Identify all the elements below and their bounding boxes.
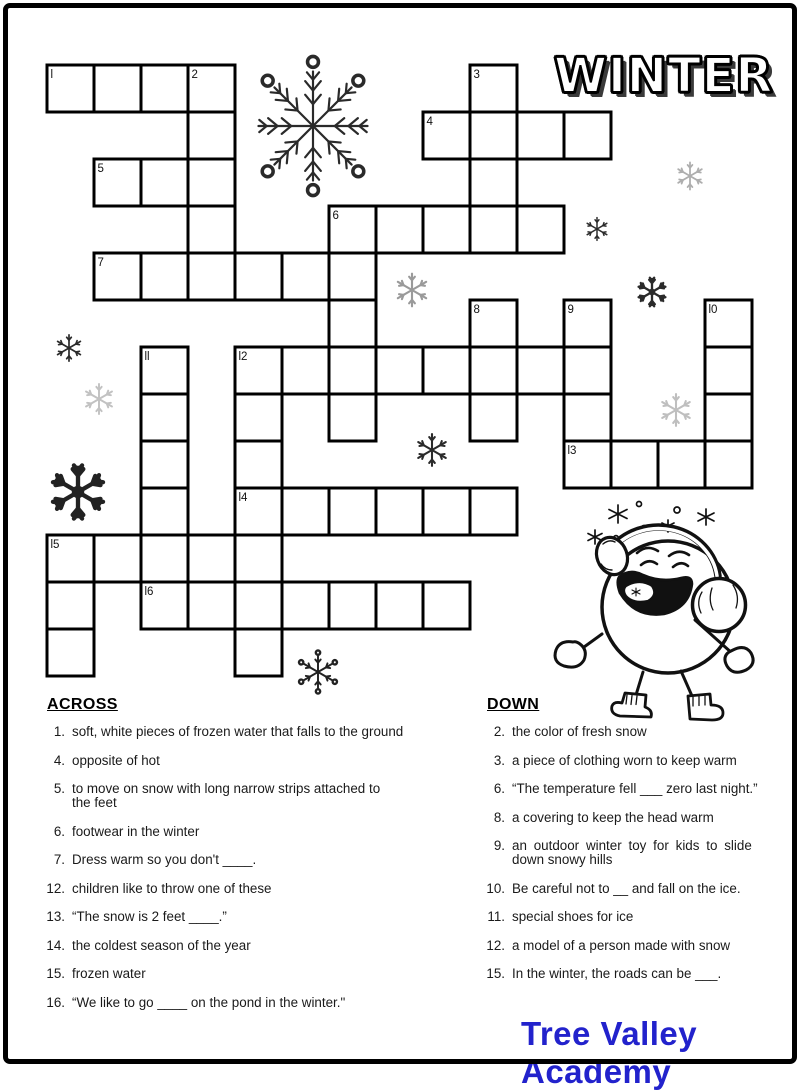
grid-cell[interactable] [470, 159, 517, 206]
clue-item [481, 967, 781, 981]
clue-text: a piece of clothing worn to keep warm [512, 752, 737, 768]
snowflake-icon [396, 274, 427, 307]
clue-item [41, 725, 461, 739]
clue-item [41, 853, 461, 867]
clue-item [481, 939, 781, 953]
clue-number: 15. [46, 966, 65, 981]
grid-cell[interactable] [235, 629, 282, 676]
across-header: ACROSS [47, 696, 118, 713]
clue-text: footwear in the winter [72, 823, 200, 839]
clue-item [41, 996, 461, 1010]
grid-cell[interactable] [423, 347, 470, 394]
clue-item [41, 782, 461, 810]
grid-cell[interactable] [376, 582, 423, 629]
grid-cell[interactable] [282, 347, 329, 394]
snowflake-icon [586, 218, 608, 241]
grid-cell[interactable] [423, 488, 470, 535]
grid-cell[interactable] [329, 300, 376, 347]
down-clue-list [481, 725, 781, 981]
clue-item [481, 725, 781, 739]
grid-cell[interactable] [329, 394, 376, 441]
clue-text: the color of fresh snow [512, 724, 647, 739]
grid-cell[interactable] [658, 441, 705, 488]
grid-cell[interactable] [376, 488, 423, 535]
grid-cell[interactable] [188, 159, 235, 206]
clue-number: 6. [53, 823, 65, 839]
grid-cell[interactable] [141, 253, 188, 300]
grid-number: 4 [426, 116, 433, 128]
grid-number: 9 [567, 304, 574, 316]
clue-text: Be careful not to __ and fall on the ice. [512, 880, 741, 896]
snowman-illustration [555, 502, 753, 721]
snowflake-icon [638, 278, 665, 306]
grid-cell[interactable] [517, 347, 564, 394]
clue-text: In the winter, the roads can be ___. [512, 966, 722, 981]
clue-number: 13. [46, 909, 65, 924]
grid-cell[interactable] [376, 206, 423, 253]
grid-number: l5 [50, 539, 60, 551]
grid-number: 8 [473, 304, 480, 316]
clue-item [41, 882, 461, 896]
grid-number: 5 [97, 163, 104, 175]
down-header: DOWN [487, 696, 540, 713]
grid-cell[interactable] [705, 441, 752, 488]
clue-number: 7. [53, 852, 65, 867]
grid-cell[interactable] [282, 253, 329, 300]
grid-cell[interactable] [282, 488, 329, 535]
grid-cell[interactable] [470, 347, 517, 394]
grid-cell[interactable] [235, 582, 282, 629]
grid-cell[interactable] [470, 206, 517, 253]
grid-cell[interactable] [188, 535, 235, 582]
grid-cell[interactable] [329, 347, 376, 394]
clue-item [481, 910, 781, 924]
clue-item [481, 811, 781, 825]
grid-cell[interactable] [470, 394, 517, 441]
clue-item [481, 754, 781, 768]
grid-cell[interactable] [141, 535, 188, 582]
snowflake-icon [85, 384, 114, 414]
grid-number: 7 [97, 257, 104, 269]
grid-cell[interactable] [423, 206, 470, 253]
snowflake-icon [56, 335, 81, 361]
clue-text: to move on snow with long narrow strips attached to the feet [72, 781, 381, 810]
grid-cell[interactable] [564, 394, 611, 441]
clue-item [481, 882, 781, 896]
clue-number: 12. [486, 937, 505, 953]
clue-text: Dress warm so you don't ____. [72, 852, 257, 867]
snowflake-icon [52, 465, 103, 518]
grid-cell[interactable] [517, 112, 564, 159]
snowflake-icon [661, 394, 691, 426]
grid-cell[interactable] [141, 159, 188, 206]
grid-cell[interactable] [423, 582, 470, 629]
clue-number: 3. [493, 752, 505, 768]
grid-cell[interactable] [705, 394, 752, 441]
grid-cell[interactable] [564, 347, 611, 394]
clue-number: 11. [487, 909, 505, 924]
grid-cell[interactable] [47, 65, 94, 112]
grid-number: l2 [238, 351, 248, 363]
clue-text: “The temperature fell ___ zero last night.” [512, 781, 758, 796]
grid-cell[interactable] [376, 347, 423, 394]
grid-cell[interactable] [705, 347, 752, 394]
grid-cell[interactable] [329, 253, 376, 300]
grid-cell[interactable] [141, 441, 188, 488]
grid-cell[interactable] [47, 629, 94, 676]
grid-number: 6 [332, 210, 339, 222]
footer-brand: Tree Valley Academy [521, 1015, 698, 1090]
grid-cell[interactable] [282, 582, 329, 629]
clue-text: special shoes for ice [512, 909, 634, 924]
clue-number: 14. [46, 937, 65, 953]
grid-number: l [50, 69, 54, 81]
snowflake-icon [298, 650, 338, 693]
grid-cell[interactable] [611, 441, 658, 488]
snowflake-icon [417, 434, 447, 466]
clue-number: 2. [493, 724, 505, 739]
clue-number: 9. [493, 838, 505, 853]
grid-cell[interactable] [94, 535, 141, 582]
clue-number: 8. [493, 809, 505, 825]
grid-cell[interactable] [188, 253, 235, 300]
grid-cell[interactable] [470, 112, 517, 159]
grid-cell[interactable] [235, 441, 282, 488]
clue-item [41, 939, 461, 953]
grid-number: l4 [238, 492, 248, 504]
grid-cell[interactable] [188, 206, 235, 253]
grid-number: l0 [708, 304, 718, 316]
grid-cell[interactable] [141, 65, 188, 112]
clue-text: a covering to keep the head warm [512, 809, 714, 825]
clue-item [41, 754, 461, 768]
clue-text: the coldest season of the year [72, 937, 251, 953]
clue-item [481, 839, 781, 867]
grid-cell[interactable] [94, 65, 141, 112]
grid-cell[interactable] [235, 253, 282, 300]
clue-number: 5. [53, 781, 65, 796]
grid-cell[interactable] [517, 206, 564, 253]
clue-text: a model of a person made with snow [512, 937, 731, 953]
grid-cell[interactable] [564, 112, 611, 159]
grid-cell[interactable] [329, 582, 376, 629]
grid-cell[interactable] [329, 488, 376, 535]
clue-text: frozen water [72, 966, 146, 981]
clue-number: 6. [493, 781, 505, 796]
grid-number: ll [144, 351, 150, 363]
clue-number: 12. [46, 880, 65, 896]
grid-cell[interactable] [470, 488, 517, 535]
snowflake-icon [677, 162, 703, 189]
grid-number: 3 [473, 69, 480, 81]
grid-cell[interactable] [47, 582, 94, 629]
grid-number: 2 [191, 69, 198, 81]
across-clues-section [41, 695, 461, 1024]
clue-text: opposite of hot [72, 752, 160, 768]
clue-text: “The snow is 2 feet ____.” [72, 909, 227, 924]
grid-cell[interactable] [141, 394, 188, 441]
worksheet-title: WINTER [554, 48, 774, 104]
grid-cell[interactable] [235, 394, 282, 441]
clue-item [481, 782, 781, 796]
clue-item [41, 825, 461, 839]
clue-number: 16. [46, 994, 65, 1010]
clue-number: 4. [53, 752, 65, 768]
clue-text: “We like to go ____ on the pond in the winter." [72, 994, 346, 1010]
snowflake-icon [258, 56, 367, 195]
clue-text: soft, white pieces of frozen water that falls to the ground [72, 724, 404, 739]
grid-number: l3 [567, 445, 577, 457]
clue-number: 15. [486, 966, 505, 981]
grid-cell[interactable] [188, 112, 235, 159]
clue-text: an outdoor winter toy for kids to slide down snowy hills [512, 838, 752, 867]
grid-cell[interactable] [141, 488, 188, 535]
clue-item [41, 910, 461, 924]
grid-number: l6 [144, 586, 154, 598]
clue-number: 10. [486, 880, 505, 896]
clue-text: children like to throw one of these [72, 880, 272, 896]
down-clues-section [481, 695, 781, 996]
across-clue-list [41, 725, 461, 1010]
clue-number: 1. [53, 724, 65, 739]
grid-cell[interactable] [235, 535, 282, 582]
clue-item [41, 967, 461, 981]
grid-cell[interactable] [188, 582, 235, 629]
